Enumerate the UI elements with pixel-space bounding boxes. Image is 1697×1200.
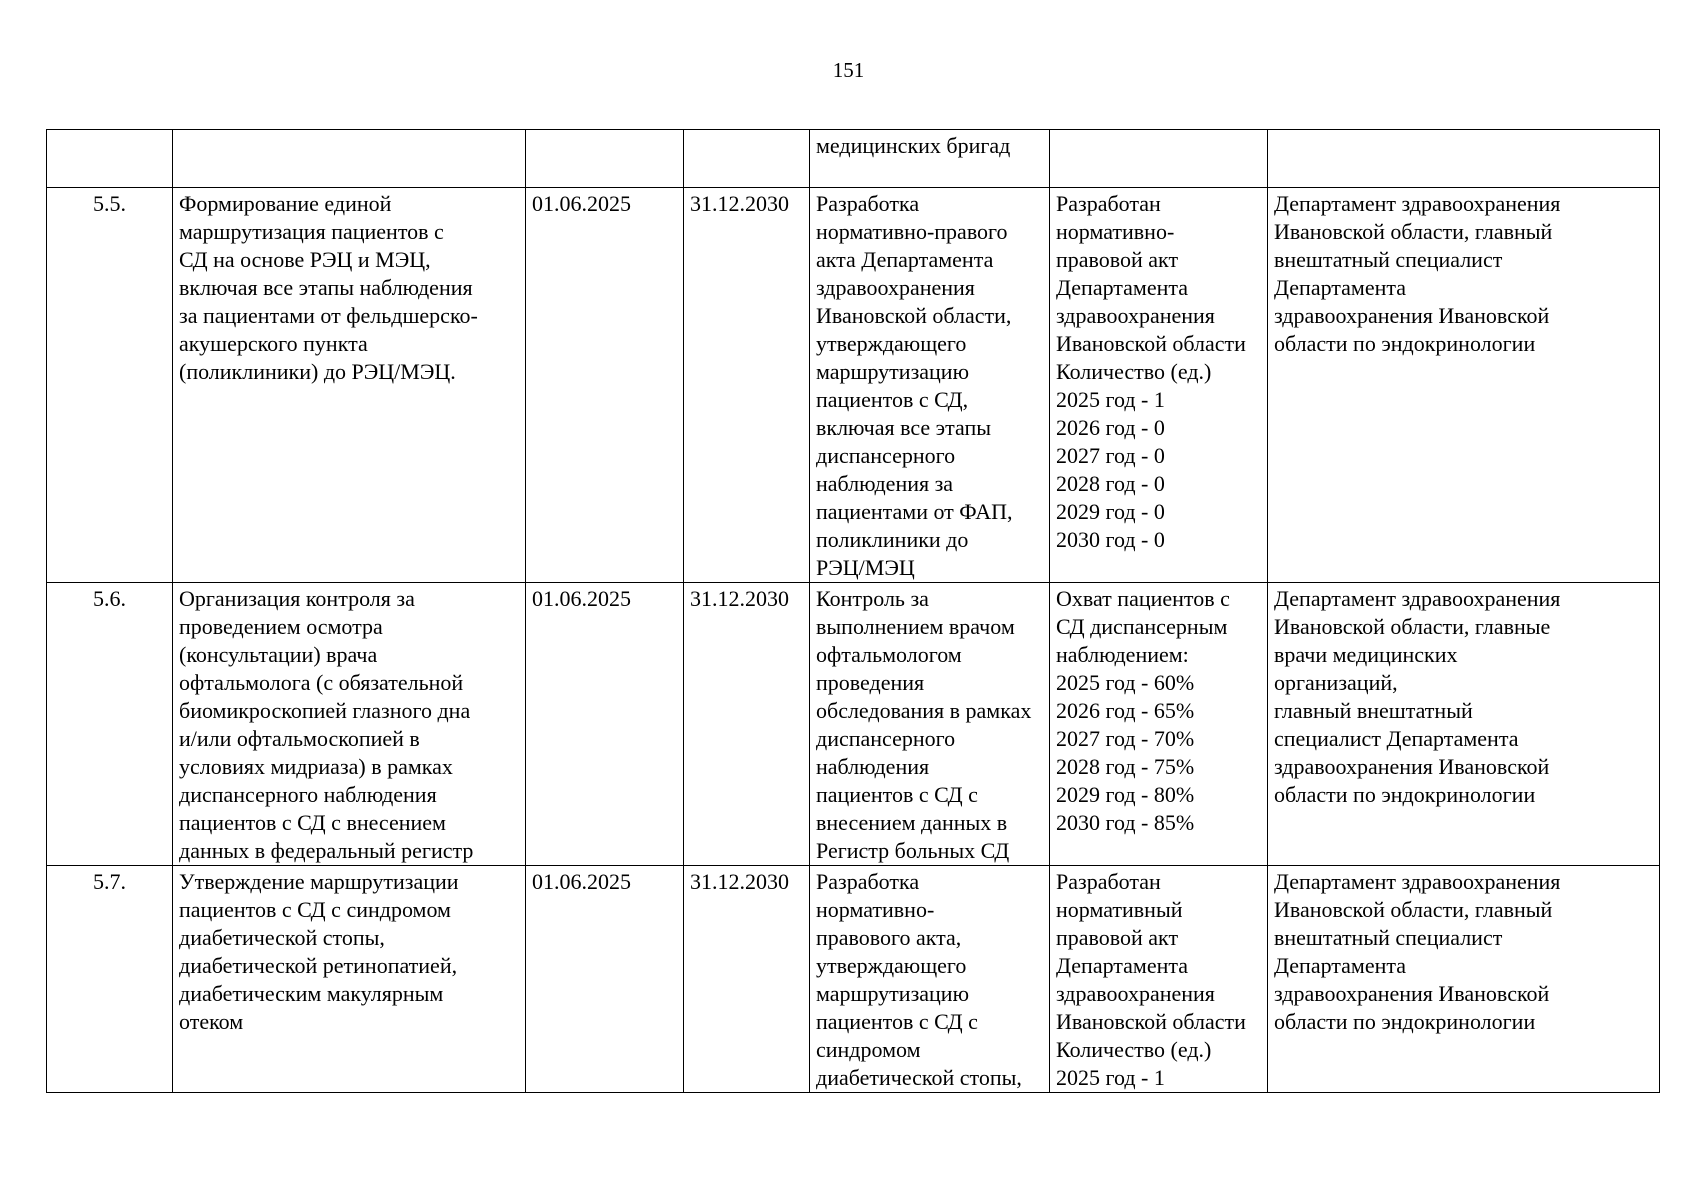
cell-start-date (526, 130, 684, 188)
page-number: 151 (832, 58, 865, 82)
cell-number: 5.5. (47, 188, 173, 583)
table-row (47, 583, 1660, 866)
cell-number (47, 130, 173, 188)
cell-indicator: Охват пациентов с СД диспансерным наблюдением: 2025 год - 60% 2026 год - 65% 2027 год - 70% 2028 год - 75% 2029 год - 80% 2030 год - 85% (1050, 583, 1268, 866)
cell-end-date: 31.12.2030 (684, 866, 810, 1093)
cell-action (173, 130, 526, 188)
cell-end-date: 31.12.2030 (684, 583, 810, 866)
cell-responsible: Департамент здравоохранения Ивановской области, главный внештатный специалист Департамента здравоохранения Ивановской области по эндокринологии (1268, 866, 1660, 1093)
cell-responsible (1268, 130, 1660, 188)
cell-indicator: Разработан нормативный правовой акт Департамента здравоохранения Ивановской области Количество (ед.) 2025 год - 1 (1050, 866, 1268, 1093)
cell-start-date: 01.06.2025 (526, 583, 684, 866)
cell-action: Утверждение маршрутизации пациентов с СД с синдромом диабетической стопы, диабетической ретинопатией, диабетическим макулярным отеком (173, 866, 526, 1093)
table-row-continuation (47, 130, 1660, 188)
cell-end-date (684, 130, 810, 188)
measures-table (46, 129, 1660, 1093)
table-row (47, 866, 1660, 1093)
cell-action: Организация контроля за проведением осмотра (консультации) врача офтальмолога (с обязательной биомикроскопией глазного дна и/или офтальмоскопией в условиях мидриаза) в рамках диспансерного наблюдения пациентов с СД с внесением данных в федеральный регистр (173, 583, 526, 866)
cell-responsible: Департамент здравоохранения Ивановской области, главный внештатный специалист Департамента здравоохранения Ивановской области по эндокринологии (1268, 188, 1660, 583)
cell-indicator: Разработан нормативно- правовой акт Департамента здравоохранения Ивановской области Количество (ед.) 2025 год - 1 2026 год - 0 2027 год - 0 2028 год - 0 2029 год - 0 2030 год - 0 (1050, 188, 1268, 583)
cell-start-date: 01.06.2025 (526, 188, 684, 583)
cell-number: 5.7. (47, 866, 173, 1093)
cell-result: медицинских бригад (810, 130, 1050, 188)
cell-start-date: 01.06.2025 (526, 866, 684, 1093)
cell-result: Разработка нормативно-правого акта Департамента здравоохранения Ивановской области, утверждающего маршрутизацию пациентов с СД, включая все этапы диспансерного наблюдения за пациентами от ФАП, поликлиники до РЭЦ/МЭЦ (810, 188, 1050, 583)
cell-result: Контроль за выполнением врачом офтальмологом проведения обследования в рамках диспансерного наблюдения пациентов с СД с внесением данных в Регистр больных СД (810, 583, 1050, 866)
cell-number: 5.6. (47, 583, 173, 866)
cell-end-date: 31.12.2030 (684, 188, 810, 583)
cell-responsible: Департамент здравоохранения Ивановской области, главные врачи медицинских организаций, главный внештатный специалист Департамента здравоохранения Ивановской области по эндокринологии (1268, 583, 1660, 866)
table-row (47, 188, 1660, 583)
cell-action: Формирование единой маршрутизация пациентов с СД на основе РЭЦ и МЭЦ, включая все этапы наблюдения за пациентами от фельдшерско- акушерского пункта (поликлиники) до РЭЦ/МЭЦ. (173, 188, 526, 583)
cell-result: Разработка нормативно- правового акта, утверждающего маршрутизацию пациентов с СД с синдромом диабетической стопы, (810, 866, 1050, 1093)
cell-indicator (1050, 130, 1268, 188)
